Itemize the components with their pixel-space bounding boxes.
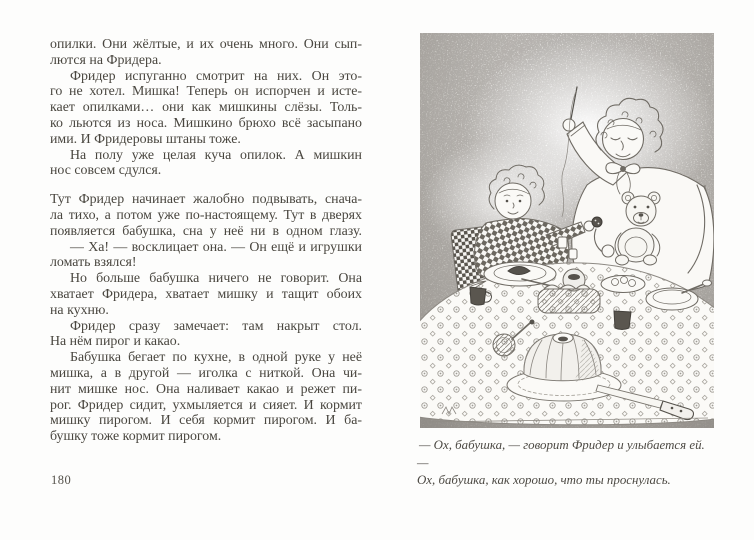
text-line: На нём пирог и какао.: [50, 334, 181, 350]
text-line: ими. И Фридеровы штаны тоже.: [50, 131, 241, 147]
text-line: появляется бабушка, сна у неё ни в одном глазу.: [50, 223, 362, 239]
bread-basket: [544, 285, 590, 289]
text-line: мишка, а в другой — иголка с ниткой. Она чи-: [50, 365, 362, 381]
text-line: опилки. Они жёлтые, и их очень много. Они сып-: [50, 37, 362, 52]
text-line: На полу уже целая куча опилок. А мишкин: [70, 147, 362, 163]
text-line: рог. Фридер сидит, ухмыляется и сияет. И кормит: [50, 397, 362, 413]
caption-line: Ох, бабушка, как хорошо, что ты проснулась.: [417, 473, 671, 487]
text-line: — Ха! — восклицает она. — Он ещё и игрушки: [70, 239, 362, 255]
book-illustration: [420, 33, 714, 428]
held-toy: [592, 217, 602, 227]
text-line: ломать взялся!: [50, 255, 137, 271]
text-line: на кухню.: [50, 302, 109, 318]
illustration-caption: [417, 437, 719, 490]
text-line: Но больше бабушка ничего не говорит. Она: [70, 271, 362, 287]
lap-hand: [602, 245, 614, 257]
text-line: Фридер испуганно смотрит на них. Он это-: [70, 68, 362, 84]
text-line: ко льются из носа. Мишкино брюхо всё засыпано: [50, 115, 362, 131]
text-line: го не хотел. Мишка! Теперь он испорчен и исте-: [50, 84, 362, 100]
text-line: мишку пирогом. И себя кормит пирогом. И ба-: [50, 413, 362, 429]
head: [603, 119, 644, 160]
text-line: Бабушка бегает по кухне, в одной руке у неё: [70, 350, 362, 366]
dark-mug-right: [614, 311, 631, 330]
dark-mug-left: [470, 287, 486, 305]
text-line: нит мишке нос. Она наливает какао и режет пи-: [50, 381, 362, 397]
text-line: бушку тоже кормит пирогом.: [50, 429, 222, 445]
text-line: лются на Фридера.: [50, 52, 162, 68]
caption-line: — Ох, бабушка, — говорит Фридер и улыбается ей. —: [417, 438, 705, 470]
glass-jar: [569, 249, 577, 259]
cookie-plate: [601, 276, 645, 293]
text-line: ла тихо, а потом уже по-настоящему. Тут в дверях: [50, 207, 362, 223]
page-number: 180: [51, 473, 72, 487]
text-line: Тут Фридер начинает жалобно подвывать, снача-: [50, 192, 362, 208]
glass-jar: [558, 237, 567, 248]
body-text: [50, 37, 362, 445]
text-line: кает опилками… они как мишкины слёзы. Толь-: [50, 100, 362, 116]
text-line: нос совсем сдулся.: [50, 163, 162, 179]
text-line: хватает Фридера, хватает мишку и тащит обоих: [50, 286, 362, 302]
text-line: Фридер сразу замечает: там накрыт стол.: [70, 318, 362, 334]
